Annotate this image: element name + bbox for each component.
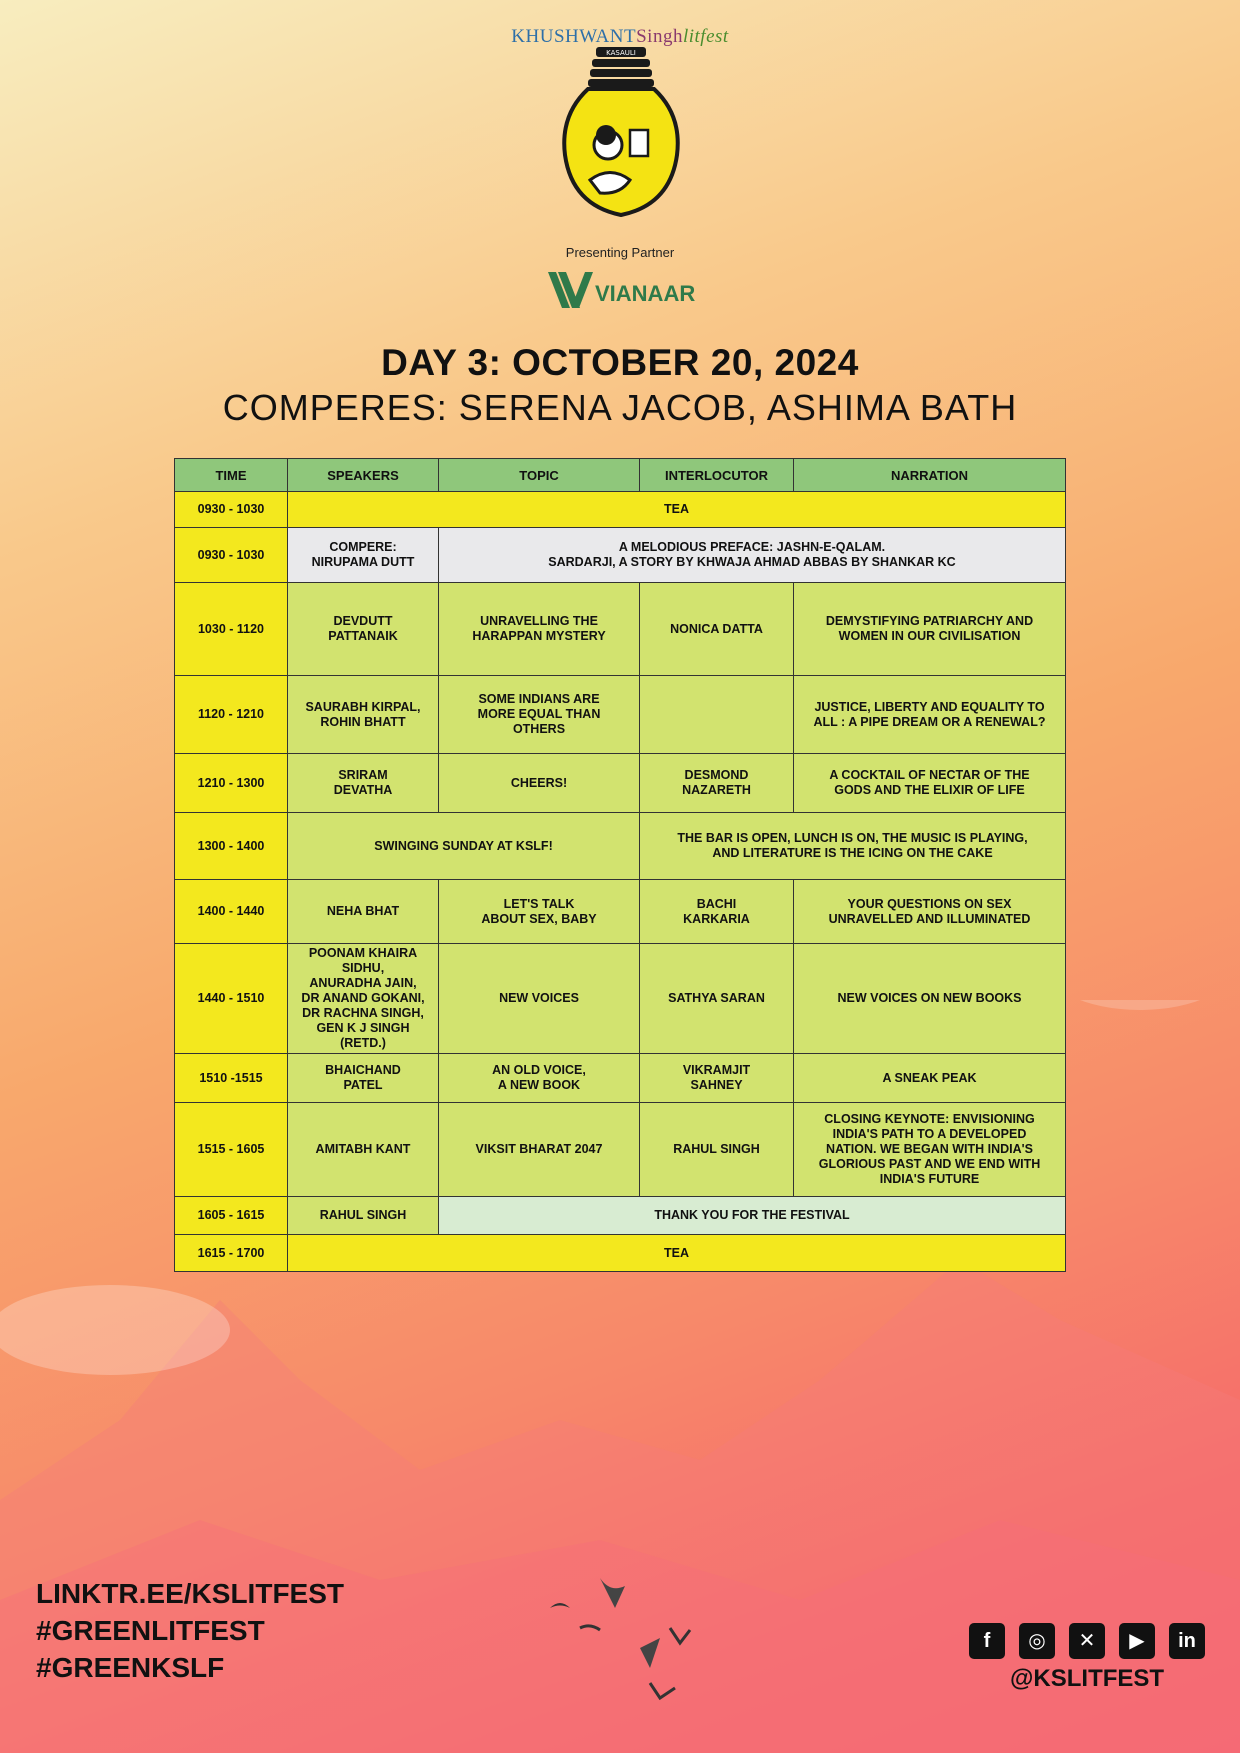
footer-links bbox=[36, 1575, 344, 1686]
topic-cell: CHEERS! bbox=[439, 754, 640, 813]
facebook-icon[interactable]: f bbox=[969, 1623, 1005, 1659]
table-row bbox=[175, 492, 1066, 528]
speaker-cell: SAURABH KIRPAL, ROHIN BHATT bbox=[288, 676, 439, 754]
topic-cell: AN OLD VOICE, A NEW BOOK bbox=[439, 1054, 640, 1103]
narration-cell: YOUR QUESTIONS ON SEX UNRAVELLED AND ILLUMINATED bbox=[794, 880, 1066, 944]
topic-cell: LET'S TALK ABOUT SEX, BABY bbox=[439, 880, 640, 944]
header-narration: NARRATION bbox=[794, 459, 1066, 492]
time-cell: 1515 - 1605 bbox=[175, 1103, 288, 1197]
schedule-table bbox=[174, 458, 1066, 1272]
table-row bbox=[175, 1235, 1066, 1272]
header-speakers: SPEAKERS bbox=[288, 459, 439, 492]
merged-cell: A MELODIOUS PREFACE: JASHN-E-QALAM. SARDARJI, A STORY BY KHWAJA AHMAD ABBAS BY SHANKAR KC bbox=[439, 528, 1066, 583]
merged-cell-left: SWINGING SUNDAY AT KSLF! bbox=[288, 813, 640, 880]
merged-cell-right: THE BAR IS OPEN, LUNCH IS ON, THE MUSIC IS PLAYING, AND LITERATURE IS THE ICING ON THE CAKE bbox=[640, 813, 1066, 880]
instagram-icon[interactable]: ◎ bbox=[1019, 1623, 1055, 1659]
table-row bbox=[175, 880, 1066, 944]
hashtag-greenkslf: #GREENKSLF bbox=[36, 1652, 225, 1683]
narration-cell: A SNEAK PEAK bbox=[794, 1054, 1066, 1103]
merged-cell: TEA bbox=[288, 1235, 1066, 1272]
table-row bbox=[175, 813, 1066, 880]
birds-illustration bbox=[510, 1568, 740, 1718]
topic-cell: NEW VOICES bbox=[439, 944, 640, 1054]
topic-cell: VIKSIT BHARAT 2047 bbox=[439, 1103, 640, 1197]
speaker-cell: DEVDUTT PATTANAIK bbox=[288, 583, 439, 676]
merged-cell: TEA bbox=[288, 492, 1066, 528]
table-row bbox=[175, 676, 1066, 754]
interlocutor-cell: SATHYA SARAN bbox=[640, 944, 794, 1054]
interlocutor-cell: RAHUL SINGH bbox=[640, 1103, 794, 1197]
time-cell: 1030 - 1120 bbox=[175, 583, 288, 676]
linkedin-icon[interactable]: in bbox=[1169, 1623, 1205, 1659]
speaker-cell: RAHUL SINGH bbox=[288, 1197, 439, 1235]
narration-cell: NEW VOICES ON NEW BOOKS bbox=[794, 944, 1066, 1054]
table-row bbox=[175, 944, 1066, 1054]
comperes-title: COMPERES: SERENA JACOB, ASHIMA BATH bbox=[222, 387, 1018, 428]
table-row bbox=[175, 754, 1066, 813]
time-cell: 1440 - 1510 bbox=[175, 944, 288, 1054]
time-cell: 1510 -1515 bbox=[175, 1054, 288, 1103]
hashtag-greenlitfest: #GREENLITFEST bbox=[36, 1615, 265, 1646]
speaker-cell: POONAM KHAIRA SIDHU, ANURADHA JAIN, DR ANAND GOKANI, DR RACHNA SINGH, GEN K J SINGH (RETD.) bbox=[288, 944, 439, 1054]
topic-cell: UNRAVELLING THE HARAPPAN MYSTERY bbox=[439, 583, 640, 676]
narration-cell: CLOSING KEYNOTE: ENVISIONING INDIA'S PATH TO A DEVELOPED NATION. WE BEGAN WITH INDIA'S GLORIOUS PAST AND WE END WITH INDIA'S FUTURE bbox=[794, 1103, 1066, 1197]
x-icon[interactable]: ✕ bbox=[1069, 1623, 1105, 1659]
bulb-logo bbox=[550, 45, 692, 235]
interlocutor-cell bbox=[640, 676, 794, 754]
interlocutor-cell: BACHI KARKARIA bbox=[640, 880, 794, 944]
time-cell: 1615 - 1700 bbox=[175, 1235, 288, 1272]
linktree-link[interactable]: LINKTR.EE/KSLITFEST bbox=[36, 1578, 344, 1609]
table-row bbox=[175, 583, 1066, 676]
social-icons bbox=[969, 1623, 1205, 1659]
festival-brand: KHUSHWANTSinghlitfest bbox=[511, 26, 729, 47]
time-cell: 0930 - 1030 bbox=[175, 528, 288, 583]
header-topic: TOPIC bbox=[439, 459, 640, 492]
table-row bbox=[175, 1103, 1066, 1197]
youtube-icon[interactable]: ▶ bbox=[1119, 1623, 1155, 1659]
interlocutor-cell: NONICA DATTA bbox=[640, 583, 794, 676]
vianaar-logo-text: VIANAAR bbox=[595, 281, 695, 306]
logo-badge-text: KASAULI bbox=[606, 49, 636, 57]
speaker-cell: COMPERE: NIRUPAMA DUTT bbox=[288, 528, 439, 583]
time-cell: 1210 - 1300 bbox=[175, 754, 288, 813]
table-row bbox=[175, 1054, 1066, 1103]
speaker-cell: BHAICHAND PATEL bbox=[288, 1054, 439, 1103]
header-time: TIME bbox=[175, 459, 288, 492]
vianaar-logo bbox=[545, 270, 695, 310]
speaker-cell: NEHA BHAT bbox=[288, 880, 439, 944]
narration-cell: A COCKTAIL OF NECTAR OF THE GODS AND THE ELIXIR OF LIFE bbox=[794, 754, 1066, 813]
topic-cell: SOME INDIANS ARE MORE EQUAL THAN OTHERS bbox=[439, 676, 640, 754]
time-cell: 0930 - 1030 bbox=[175, 492, 288, 528]
header-interlocutor: INTERLOCUTOR bbox=[640, 459, 794, 492]
social-handle: @KSLITFEST bbox=[1010, 1665, 1165, 1692]
speaker-cell: SRIRAM DEVATHA bbox=[288, 754, 439, 813]
interlocutor-cell: DESMOND NAZARETH bbox=[640, 754, 794, 813]
speaker-cell: AMITABH KANT bbox=[288, 1103, 439, 1197]
time-cell: 1400 - 1440 bbox=[175, 880, 288, 944]
table-row bbox=[175, 528, 1066, 583]
presenting-partner-label: Presenting Partner bbox=[565, 245, 675, 260]
time-cell: 1300 - 1400 bbox=[175, 813, 288, 880]
time-cell: 1120 - 1210 bbox=[175, 676, 288, 754]
table-row bbox=[175, 1197, 1066, 1235]
table-header-row bbox=[175, 459, 1066, 492]
narration-cell: JUSTICE, LIBERTY AND EQUALITY TO ALL : A PIPE DREAM OR A RENEWAL? bbox=[794, 676, 1066, 754]
merged-cell: THANK YOU FOR THE FESTIVAL bbox=[439, 1197, 1066, 1235]
time-cell: 1605 - 1615 bbox=[175, 1197, 288, 1235]
interlocutor-cell: VIKRAMJIT SAHNEY bbox=[640, 1054, 794, 1103]
day-title: DAY 3: OCTOBER 20, 2024 bbox=[381, 342, 859, 383]
narration-cell: DEMYSTIFYING PATRIARCHY AND WOMEN IN OUR CIVILISATION bbox=[794, 583, 1066, 676]
